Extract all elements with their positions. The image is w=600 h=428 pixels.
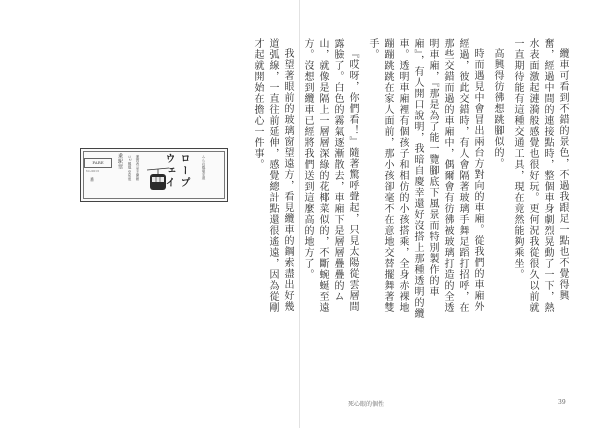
ropeway-ticket-illustration <box>80 148 228 202</box>
paragraph-2: 高興得彷彿想跳腳似的。 <box>492 48 503 169</box>
ticket-fare-label: 番 <box>90 177 94 182</box>
ticket-left-vertical-text: 乗駅票 <box>117 153 123 170</box>
paragraph-4: 『哎呀，你們看！』隨著驚呼聲起，只見太陽從雲層間露臉了。白色的霧氣逐漸散去，車廂下是層層疊疊的ム山，就像是隔上一層層深綠的花椰菜似的，不斷蜿蜒至遠方。沒想到纜車已經將我們送到這麼高的地方了。 <box>302 38 358 313</box>
ticket-company: ムらの鳳竜幸道 <box>202 155 206 180</box>
right-page <box>252 0 600 428</box>
ticket-station-line-1: ロ2 鳳凰 至泉池 <box>128 155 132 181</box>
ticket-title: ロープウェイ <box>163 153 189 189</box>
ticket-serial: No.0013 <box>86 169 99 173</box>
running-footer-title: 死心眼的個性 <box>348 401 385 408</box>
page-number: 39 <box>558 399 566 406</box>
paragraph-1: 纜車可看到不錯的景色，不過我跟足一點也不覺得興奮，經過中間的連接點時，整個車身劇烈晃動了一下，熱水表面激起漣漪般感覺也很好玩。更何況我從很久以前就一直期待能有這種交通工具，現在竟然能夠乘坐。 <box>512 38 568 313</box>
paragraph-3: 時而遇見中會冒出兩台方對向的車廂。從我們的車廂外經過，彼此交錯時，有人會隔著玻璃手舞足蹈打招呼，在那些交錯而過的車廂中，偶爾會有彷彿被玻璃打造的全透明車廂，『那是為了能一覽腳底下風景而特別製作的車廂』，有人開口說明，我暗自慶幸還好沒搭上那種透明的纜車。透明車廂裡有個孩子和相仿的小孩搭乘，全身赤裸地蹦蹦跳跳在家人面前，那小孩卻毫不在意地交替擺舞著雙手。 <box>367 38 483 319</box>
ticket-left-panel <box>84 155 114 195</box>
ticket-station-line-2: 運賃表 至不開館 <box>136 155 140 181</box>
paragraph-5: 我望著眼前的玻璃窗望遠方，看見纜車的鋼索盡出好幾道弧線，一直往前延伸，感覺總計點還很遙遠，因為從剛才起就開始在擔心一件事。 <box>252 38 293 313</box>
vertical-body-text <box>252 38 570 320</box>
ticket-fare-box: FARE <box>84 158 112 168</box>
